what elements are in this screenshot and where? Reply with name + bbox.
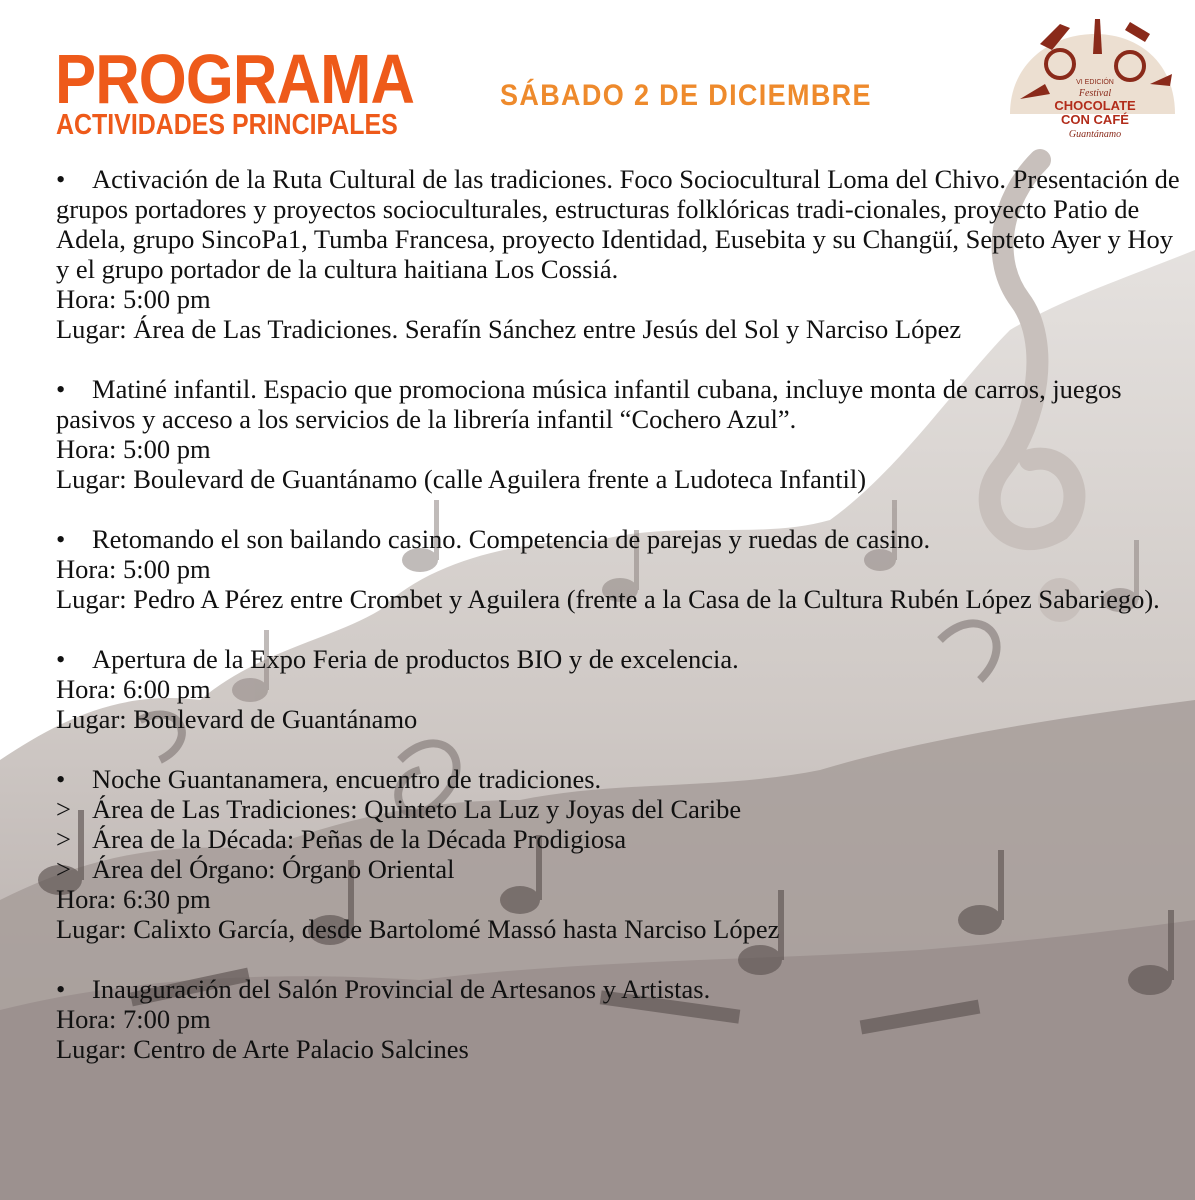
event-description: Inauguración del Salón Provincial de Artesanos y Artistas.	[92, 974, 711, 1004]
bullet: •	[56, 524, 66, 554]
event-description-line	[56, 644, 1181, 674]
subitem-marker: >	[56, 794, 71, 824]
event-item	[56, 764, 1181, 944]
event-description: Apertura de la Expo Feria de productos BIO y de excelencia.	[92, 644, 739, 674]
festival-logo	[1000, 14, 1180, 144]
event-description-line	[56, 374, 1181, 434]
page-subtitle: ACTIVIDADES PRINCIPALES	[56, 109, 398, 141]
event-place: Lugar: Boulevard de Guantánamo	[56, 704, 418, 734]
page-title: PROGRAMA	[55, 40, 415, 118]
event-place: Lugar: Área de Las Tradiciones. Serafín Sánchez entre Jesús del Sol y Narciso López	[56, 314, 962, 344]
bullet: •	[56, 764, 66, 794]
event-item	[56, 164, 1181, 344]
logo-edition: VI EDICIÓN	[1076, 79, 1114, 86]
event-time: Hora: 7:00 pm	[56, 1004, 211, 1034]
event-subitem	[56, 854, 1181, 884]
event-subitem	[56, 794, 1181, 824]
bullet: •	[56, 374, 66, 404]
logo-city: Guantánamo	[1068, 129, 1122, 140]
subitem-text: Área del Órgano: Órgano Oriental	[92, 854, 455, 884]
logo-line2: CON CAFÉ	[1061, 112, 1129, 127]
event-description-line	[56, 764, 1181, 794]
event-item	[56, 524, 1181, 614]
event-item	[56, 374, 1181, 494]
event-time: Hora: 6:00 pm	[56, 674, 211, 704]
event-item	[56, 644, 1181, 734]
event-time: Hora: 5:00 pm	[56, 554, 211, 584]
subitem-marker: >	[56, 854, 71, 884]
bullet: •	[56, 644, 66, 674]
event-place: Lugar: Pedro A Pérez entre Crombet y Aguilera (frente a la Casa de la Cultura Rubén López Sabariego).	[56, 584, 1160, 614]
event-place: Lugar: Centro de Arte Palacio Salcines	[56, 1034, 469, 1064]
event-place: Lugar: Calixto García, desde Bartolomé Massó hasta Narciso López	[56, 914, 780, 944]
event-time: Hora: 5:00 pm	[56, 284, 211, 314]
event-description: Noche Guantanamera, encuentro de tradiciones.	[92, 764, 602, 794]
event-time: Hora: 6:30 pm	[56, 884, 211, 914]
event-description-line	[56, 974, 1181, 1004]
event-item	[56, 974, 1181, 1064]
event-description: Activación de la Ruta Cultural de las tradiciones. Foco Sociocultural Loma del Chivo. Presentación de grupos portadores y proyectos socioculturales, estructuras folklóricas tradi-cionales, proyecto Patio de Adela, grupo SincoPa1, Tumba Francesa, proyecto Identidad, Eusebita y su Changüí, Septeto Ayer y Hoy y el grupo portador de la cultura haitiana Los Cossiá.	[56, 164, 1180, 284]
activities-list	[56, 164, 1181, 1094]
event-description-line	[56, 524, 1181, 554]
event-description: Retomando el son bailando casino. Competencia de parejas y ruedas de casino.	[92, 524, 931, 554]
event-subitem	[56, 824, 1181, 854]
subitem-marker: >	[56, 824, 71, 854]
logo-line1: CHOCOLATE	[1054, 98, 1136, 113]
event-time: Hora: 5:00 pm	[56, 434, 211, 464]
event-place: Lugar: Boulevard de Guantánamo (calle Aguilera frente a Ludoteca Infantil)	[56, 464, 867, 494]
bullet: •	[56, 974, 66, 1004]
logo-festival: Festival	[1078, 88, 1112, 99]
event-description-line	[56, 164, 1181, 284]
subitem-text: Área de Las Tradiciones: Quinteto La Luz y Joyas del Caribe	[92, 794, 742, 824]
subitem-text: Área de la Década: Peñas de la Década Prodigiosa	[92, 824, 627, 854]
bullet: •	[56, 164, 66, 194]
event-date: SÁBADO 2 DE DICIEMBRE	[500, 79, 872, 112]
event-description: Matiné infantil. Espacio que promociona música infantil cubana, incluye monta de carros, juegos pasivos y acceso a los servicios de la librería infantil “Cochero Azul”.	[56, 374, 1122, 434]
